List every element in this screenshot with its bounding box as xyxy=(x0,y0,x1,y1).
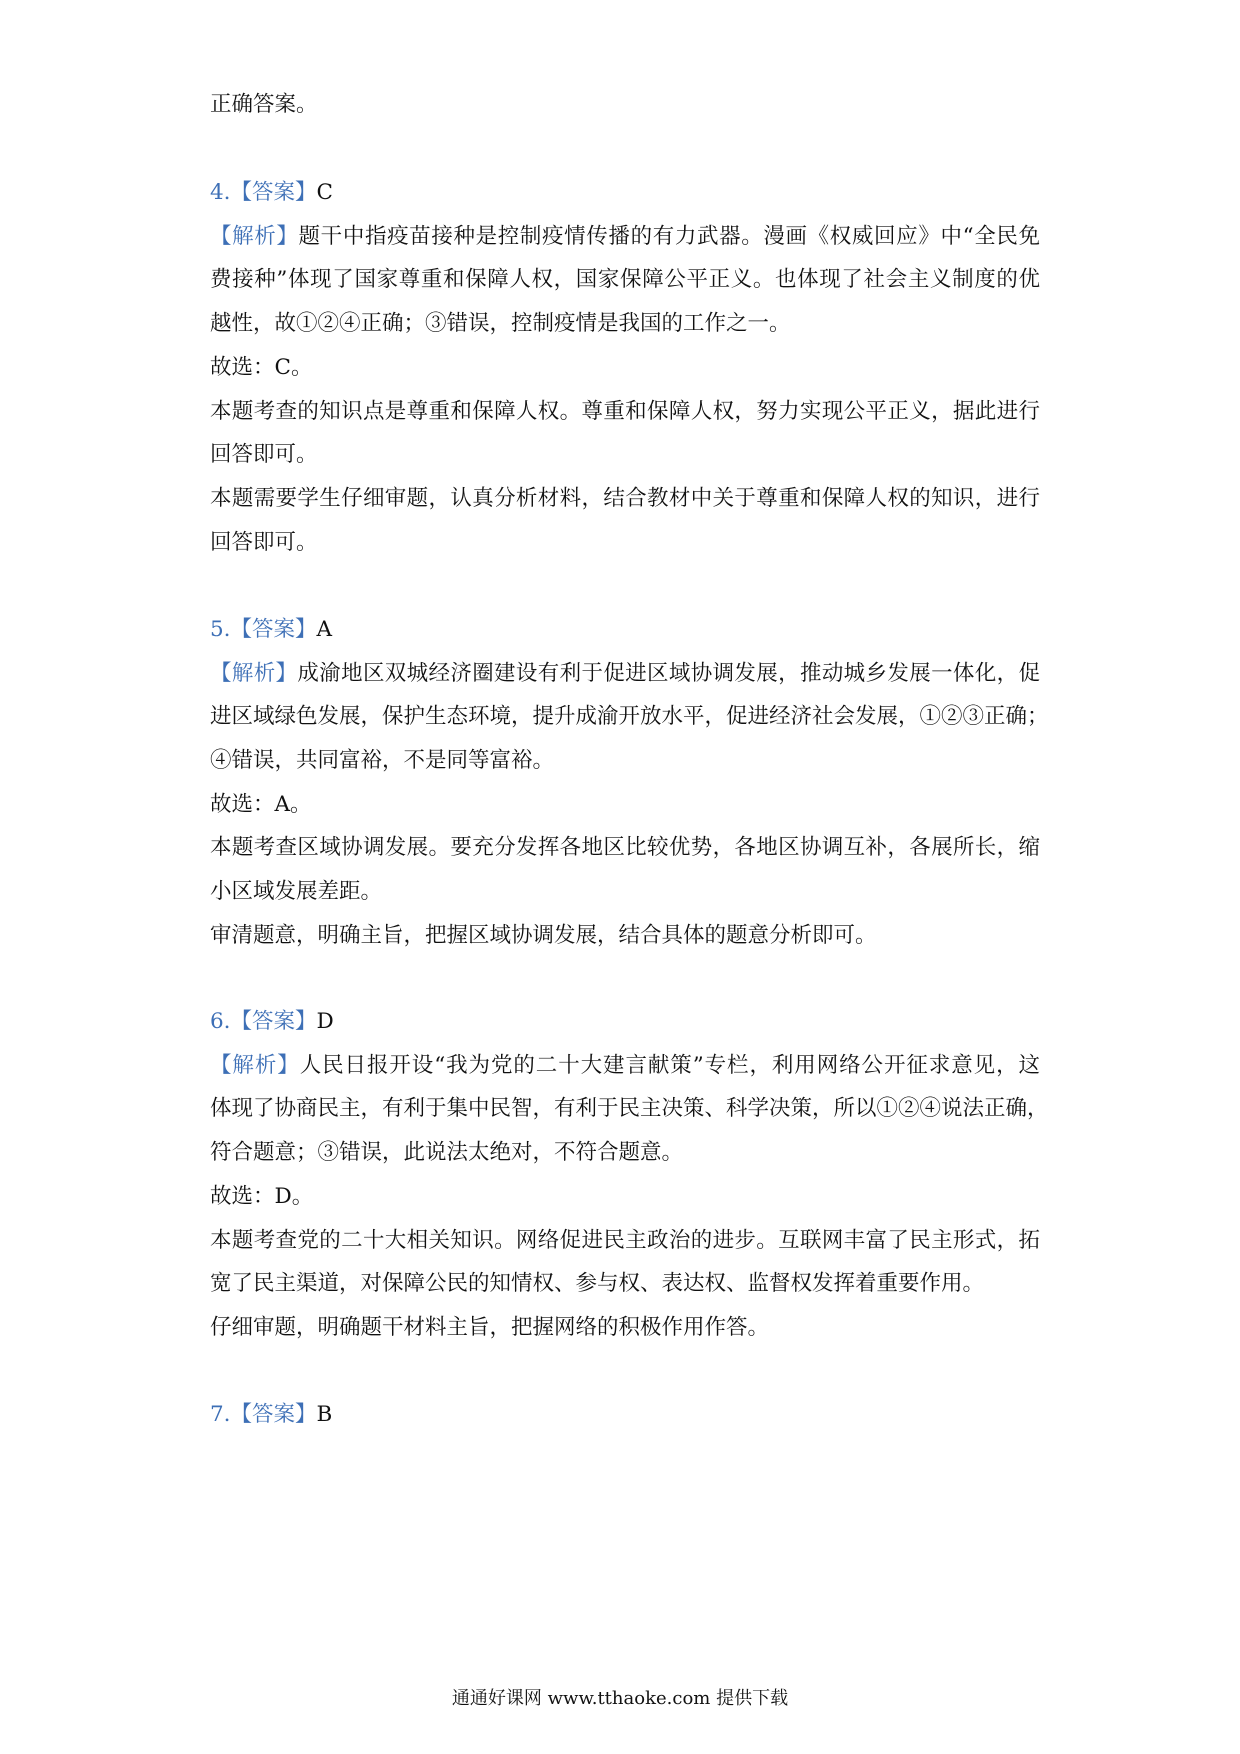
tip-line: 回答即可。 xyxy=(210,530,318,555)
answer-tag: 【答案】 xyxy=(230,1009,317,1034)
analysis-line: 越性，故①②④正确；③错误，控制疫情是我国的工作之一。 xyxy=(210,311,791,336)
knowledge-point-line: 本题考查区域协调发展。要充分发挥各地区比较优势，各地区协调互补，各展所长，缩 xyxy=(210,835,1040,860)
tip-line: 本题需要学生仔细审题，认真分析材料，结合教材中关于尊重和保障人权的知识，进行 xyxy=(210,486,1040,511)
knowledge-point-line: 小区域发展差距。 xyxy=(210,879,383,904)
previous-answer-tail: 正确答案。 xyxy=(210,92,318,117)
answer-tag: 【答案】 xyxy=(230,617,317,642)
answer-value: A xyxy=(316,617,333,642)
knowledge-point-line: 宽了民主渠道，对保障公民的知情权、参与权、表达权、监督权发挥着重要作用。 xyxy=(210,1271,985,1296)
knowledge-point-line: 本题考查的知识点是尊重和保障人权。尊重和保障人权，努力实现公平正义，据此进行 xyxy=(210,399,1040,424)
answer-line-q6 xyxy=(210,1007,1040,1037)
answer-value: C xyxy=(316,180,333,205)
question-number: 4. xyxy=(210,180,231,205)
analysis-tag: 【解析】 xyxy=(210,1053,300,1078)
answer-tag: 【答案】 xyxy=(230,1402,317,1427)
analysis-tag: 【解析】 xyxy=(210,661,298,686)
knowledge-point-line: 回答即可。 xyxy=(210,442,318,467)
answer-line-q7 xyxy=(210,1400,1040,1430)
tip-line: 仔细审题，明确题干材料主旨，把握网络的积极作用作答。 xyxy=(210,1315,770,1340)
question-number: 7. xyxy=(210,1402,231,1427)
page-footer: 通通好课网 www.tthaoke.com 提供下载 xyxy=(451,1688,789,1709)
analysis-line: ④错误，共同富裕，不是同等富裕。 xyxy=(210,748,555,773)
choice-line: 故选：A。 xyxy=(210,792,312,817)
analysis-line: 体现了协商民主，有利于集中民智，有利于民主决策、科学决策，所以①②④说法正确， xyxy=(210,1096,1049,1121)
analysis-tag: 【解析】 xyxy=(210,224,299,249)
answer-value: B xyxy=(316,1402,333,1427)
choice-line: 故选：D。 xyxy=(210,1184,314,1209)
analysis-line: 费接种”体现了国家尊重和保障人权，国家保障公平正义。也体现了社会主义制度的优 xyxy=(210,267,1040,292)
knowledge-point-line: 本题考查党的二十大相关知识。网络促进民主政治的进步。互联网丰富了民主形式，拓 xyxy=(210,1228,1040,1253)
answer-line-q5 xyxy=(210,615,1040,645)
analysis-line: 【解析】人民日报开设“我为党的二十大建言献策”专栏，利用网络公开征求意见，这 xyxy=(210,1053,1040,1078)
analysis-line: 进区域绿色发展，保护生态环境，提升成渝开放水平，促进经济社会发展，①②③正确； xyxy=(210,704,1049,729)
tip-line: 审清题意，明确主旨，把握区域协调发展，结合具体的题意分析即可。 xyxy=(210,923,877,948)
question-number: 5. xyxy=(210,617,231,642)
analysis-line: 【解析】成渝地区双城经济圈建设有利于促进区域协调发展，推动城乡发展一体化，促 xyxy=(210,661,1040,686)
analysis-line: 【解析】题干中指疫苗接种是控制疫情传播的有力武器。漫画《权威回应》中“全民免 xyxy=(210,224,1040,249)
analysis-line: 符合题意；③错误，此说法太绝对，不符合题意。 xyxy=(210,1140,684,1165)
answer-tag: 【答案】 xyxy=(230,180,317,205)
answer-line-q4 xyxy=(210,178,1040,208)
choice-line: 故选：C。 xyxy=(210,355,313,380)
answer-value: D xyxy=(316,1009,334,1034)
question-number: 6. xyxy=(210,1009,231,1034)
